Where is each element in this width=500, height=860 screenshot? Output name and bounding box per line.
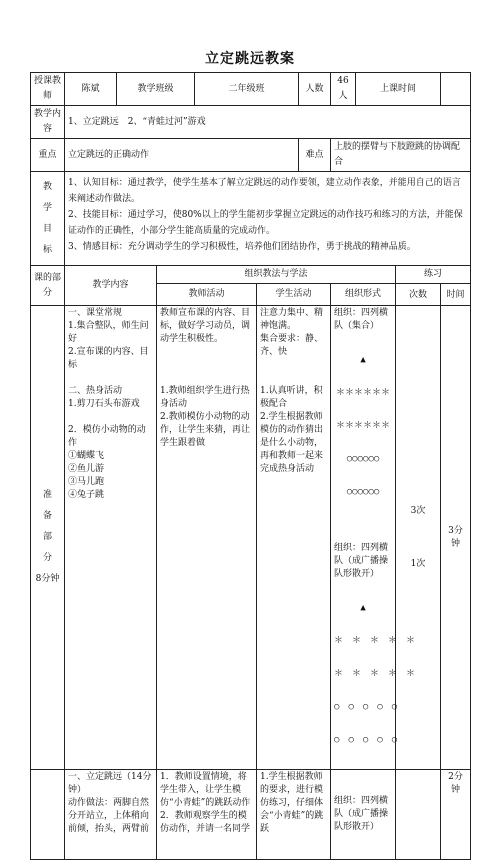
times-header: 次数	[396, 284, 441, 306]
practice-header: 练习	[396, 266, 471, 284]
section-header: 课的部分	[31, 266, 65, 306]
count-label: 人数	[299, 73, 331, 106]
prep-content	[65, 306, 157, 770]
basic-teacher-activity	[157, 770, 257, 860]
content-line: ②鱼儿游	[68, 464, 105, 474]
prep-label-char: 分	[42, 553, 52, 563]
time-label: 上课时间	[356, 73, 441, 106]
student-line: 2.学生根据教师模仿的动作猜出是什么小动物，再和教师一起来完成热身活动	[260, 412, 324, 474]
formation-row: ＊ ＊ ＊ ＊ ＊	[334, 669, 416, 679]
prep-teacher-activity	[157, 306, 257, 770]
prep-student-activity	[257, 306, 331, 770]
prep-section-label	[31, 306, 65, 770]
class-value: 二年级班	[195, 73, 299, 106]
content-line: 二、热身活动	[68, 386, 123, 396]
content-line: 1.集合整队，师生问好	[68, 321, 149, 344]
prep-times	[396, 306, 441, 770]
page-title: 立定跳远教案	[205, 51, 295, 67]
teacher-line: 2.教师模仿小动物的动作，让学生来猜，再让学生跟着做	[160, 412, 251, 448]
formation-row: ＊＊＊＊＊＊	[336, 421, 391, 431]
formation-row: ＊＊＊＊＊＊	[336, 388, 391, 398]
times-value: 1次	[410, 558, 426, 569]
goals-label-char: 标	[42, 244, 52, 255]
student-line: 1.认真听讲，积极配合	[260, 386, 323, 409]
teacher-marker: ▲	[360, 355, 366, 365]
spacer	[260, 359, 327, 372]
spacer	[160, 346, 253, 359]
content-label: 教学内容	[31, 106, 65, 139]
goals-label-char: 教	[42, 181, 52, 192]
formation-diagram-1	[334, 333, 392, 520]
goals-label	[31, 172, 65, 266]
form-header: 组织形式	[331, 284, 396, 306]
spacer	[160, 359, 253, 372]
duration-header: 时间	[441, 284, 471, 306]
prep-duration: 8分钟	[35, 574, 60, 584]
content-line: 2.宣布课的内容、目标	[68, 347, 149, 370]
goal-item: 3、情感目标：充分调动学生的学习积极性，培养他们团结协作，勇于挑战的精神品质。	[68, 242, 416, 252]
content-line: 2．模仿小动物的动作	[68, 425, 146, 448]
student-line: 集合要求：静、齐、快	[260, 334, 324, 357]
count-value: 46人	[331, 73, 356, 106]
content-line: ①蝴蝶飞	[68, 451, 105, 461]
lesson-plan-table	[30, 72, 471, 860]
student-line: 注意力集中、精神饱满。	[260, 308, 324, 331]
time-value	[441, 73, 471, 106]
form-label: 组织：四列横队（集合）	[334, 308, 389, 331]
times-value: 3次	[410, 505, 426, 516]
focus-text: 立定跳远的正确动作	[65, 139, 299, 172]
prep-label-char: 准	[42, 490, 52, 500]
teacher-line: 1.教师组织学生进行热身活动	[160, 386, 250, 409]
content-line	[68, 372, 153, 385]
prep-time: 3分钟	[441, 306, 471, 770]
spacer	[160, 372, 253, 385]
teacher-name: 陈斌	[65, 73, 117, 106]
prep-label-char: 部	[42, 532, 52, 542]
class-label: 教学班级	[117, 73, 195, 106]
student-activity-header: 学生活动	[257, 284, 331, 306]
spacer	[260, 372, 327, 385]
content-line: 一、课堂常规	[68, 308, 123, 318]
goal-item: 2、技能目标：通过学习，使80%以上的学生能初步掌握立定跳远的动作技巧和练习的方法，并能保证动作的正确性，小部分学生能高质量的完成动作。	[68, 210, 463, 236]
content-text: 1、立定跳远 2、“青蛙过河”游戏	[65, 106, 471, 139]
basic-section-label	[31, 770, 65, 860]
teacher-activity-header: 教师活动	[157, 284, 257, 306]
content-line: 一、立定跳远（14分钟）	[68, 772, 152, 795]
content-line: 动作做法：两脚自然分开站立，上体稍向前倾，抬头，两臂前	[68, 798, 150, 834]
goals-text	[65, 172, 471, 266]
basic-time: 2分钟	[441, 770, 471, 860]
teacher-label: 授课教师	[31, 73, 65, 106]
teacher-line: 2．教师观察学生的模仿动作，并请一名同学	[160, 811, 251, 834]
student-line: 1.学生根据教师的要求，进行模仿练习，仔细体会“小青蛙”的跳跃	[260, 772, 324, 834]
content-line: 1.剪刀石头布游戏	[68, 399, 140, 409]
formation-row: ＊ ＊ ＊ ＊ ＊	[334, 636, 416, 646]
content-line	[68, 411, 153, 424]
formation-diagram-2	[334, 581, 416, 768]
basic-times	[396, 770, 441, 860]
teacher-marker: ▲	[360, 603, 366, 613]
goal-item: 1、认知目标：通过教学，使学生基本了解立定跳远的动作要领，建立动作表象，并能用自己的语言来阐述动作做法。	[68, 178, 461, 204]
content-line: ④兔子跳	[68, 490, 105, 500]
difficulty-label: 难点	[299, 139, 331, 172]
difficulty-text: 上肢的摆臂与下肢蹬跳的协调配合	[331, 139, 471, 172]
formation-row: ○○○○○○	[346, 487, 380, 497]
formation-row: ○ ○ ○ ○ ○	[334, 702, 398, 712]
org-header: 组织教法与学法	[157, 266, 396, 284]
form-label: 组织：四列横队（成广播操队形散开）	[334, 543, 389, 579]
formation-row: ○○○○○○	[346, 454, 380, 464]
basic-student-activity	[257, 770, 331, 860]
content-line: ③马儿跑	[68, 477, 105, 487]
basic-content	[65, 770, 157, 860]
content-header: 教学内容	[65, 266, 157, 306]
prep-form	[331, 306, 416, 770]
formation-row: ○ ○ ○ ○ ○	[334, 735, 398, 745]
teacher-line: 1．教师设置情境，将学生带入，让学生模仿“小青蛙”的跳跃动作	[160, 772, 251, 808]
focus-label: 重点	[31, 139, 65, 172]
prep-label-char: 备	[42, 511, 52, 521]
form-label: 组织：四列横队（成广播操队形散开）	[334, 796, 389, 832]
basic-form	[331, 770, 396, 860]
goals-label-char: 目	[42, 223, 52, 234]
teacher-line: 教师宣布课的内容、目标，做好学习动员，调动学生积极性。	[160, 308, 251, 344]
goals-label-char: 学	[42, 202, 52, 213]
